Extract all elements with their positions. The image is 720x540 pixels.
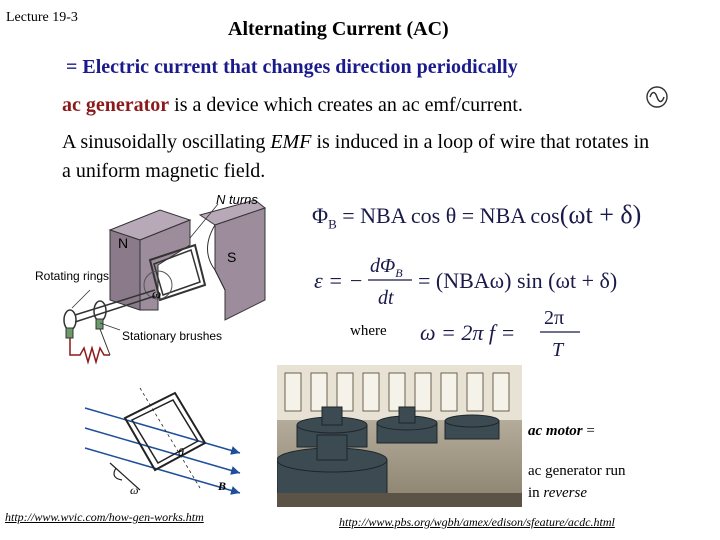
sinusoidal-description (62, 128, 662, 186)
slide-title: Alternating Current (AC) (228, 18, 449, 40)
generator-term: ac generator (62, 94, 170, 116)
motor-desc-line1: ac generator run (528, 463, 626, 479)
omega-denominator: T (552, 339, 564, 361)
emf-term: EMF (270, 131, 312, 153)
lecture-number: Lecture 19-3 (6, 10, 78, 25)
flux-equation (312, 200, 641, 232)
rotating-rings-label: Rotating rings (35, 269, 110, 283)
north-pole-label: N (118, 235, 129, 251)
omega-label: ω (152, 286, 162, 301)
flux-rhs: = NBA cos θ = NBA cos (336, 203, 560, 228)
flux-argument: (ωt + δ) (559, 200, 642, 229)
omega-equation (418, 302, 618, 364)
emf-denominator: dt (378, 287, 394, 309)
sinusoidal-text-2: is induced in a loop of wire that rotates in a uniform magnetic field. (62, 131, 650, 182)
south-pole-label: S (227, 249, 237, 265)
sinusoidal-text-1: A sinusoidally oscillating (62, 131, 271, 153)
ac-motor-label (528, 423, 595, 440)
theta-label: θ (178, 445, 184, 459)
omega-numerator: 2π (544, 307, 565, 329)
ac-sine-icon (645, 85, 669, 109)
n-turns-label: N turns (216, 192, 258, 207)
generator-description (62, 94, 523, 117)
motor-desc-in: in (528, 485, 544, 501)
ac-motor-description (528, 460, 625, 504)
ac-generator-diagram (30, 190, 305, 365)
ac-motor-term: ac motor (528, 423, 583, 439)
generator-hall-photo (277, 365, 522, 507)
motor-desc-reverse: reverse (543, 485, 588, 501)
emf-numerator: $d\Phi_B$ (370, 255, 403, 280)
emf-epsilon: ε = − (314, 268, 364, 293)
ac-definition: = Electric current that changes direction periodically (66, 56, 518, 78)
omega-lhs: ω = 2π f = (420, 320, 516, 345)
loop-in-field-diagram (80, 378, 250, 500)
where-label: where (350, 323, 387, 339)
generator-source-link[interactable]: http://www.wvic.com/how-gen-works.htm (5, 510, 204, 524)
loop-omega-label: ω (130, 483, 139, 497)
motor-desc-line2 (528, 482, 625, 504)
ac-motor-equals: = (582, 423, 595, 439)
stationary-brushes-label: Stationary brushes (122, 329, 223, 343)
b-field-label: B (218, 479, 227, 493)
motor-source-link[interactable]: http://www.pbs.org/wgbh/amex/edison/sfeature/acdc.html (339, 515, 615, 529)
flux-symbol: Φ (312, 203, 329, 228)
generator-text: is a device which creates an ac emf/current. (169, 94, 523, 116)
emf-rhs: = (NBAω) sin (ωt + δ) (418, 268, 618, 293)
flux-subscript: B (328, 216, 337, 232)
